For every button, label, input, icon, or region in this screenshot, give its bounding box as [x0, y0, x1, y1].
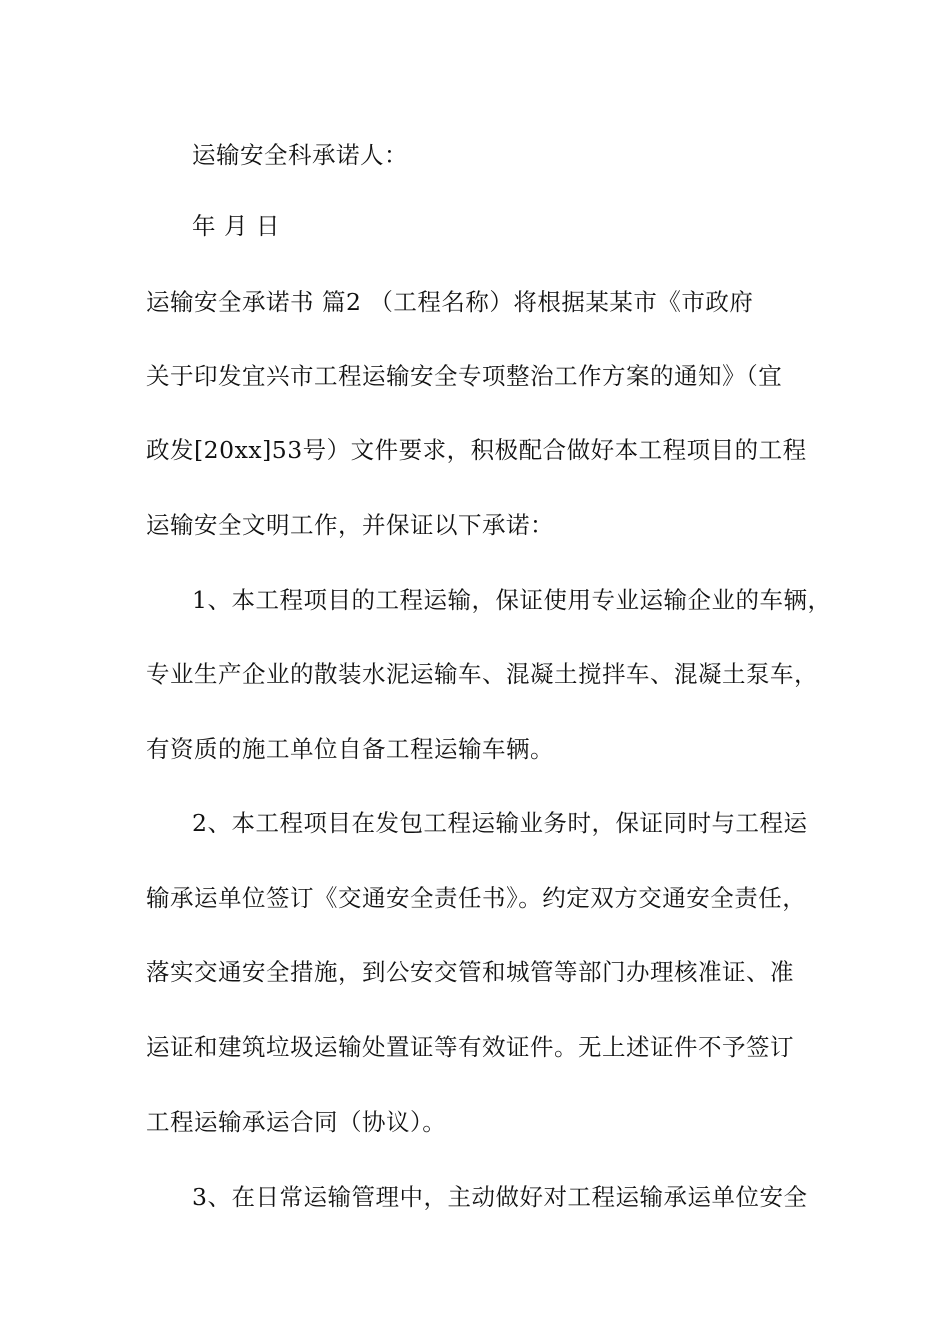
- clause-3-line: 3、在日常运输管理中，主动做好对工程运输承运单位安全: [192, 1183, 808, 1211]
- paragraph-line: 运输安全文明工作，并保证以下承诺：: [146, 511, 554, 539]
- paragraph-line: 输承运单位签订《交通安全责任书》。约定双方交通安全责任，: [146, 884, 807, 912]
- paragraph-line: 落实交通安全措施，到公安交管和城管等部门办理核准证、准: [146, 958, 794, 986]
- paragraph-line: 有资质的施工单位自备工程运输车辆。: [146, 735, 554, 763]
- paragraph-line: 专业生产企业的散装水泥运输车、混凝土搅拌车、混凝土泵车，: [146, 660, 818, 688]
- clause-1-line: 1、本工程项目的工程运输，保证使用专业运输企业的车辆，: [192, 586, 832, 614]
- signatory-line: 运输安全科承诺人：: [192, 141, 408, 169]
- date-line: 年 月 日: [192, 212, 280, 240]
- paragraph-line: 政发[20xx]53号）文件要求，积极配合做好本工程项目的工程: [146, 436, 807, 464]
- clause-2-line: 2、本工程项目在发包工程运输业务时，保证同时与工程运: [192, 809, 808, 837]
- paragraph-line: 工程运输承运合同（协议）。: [146, 1108, 447, 1136]
- paragraph-line: 关于印发宜兴市工程运输安全专项整治工作方案的通知》（宜: [146, 362, 783, 390]
- paragraph-line: 运证和建筑垃圾运输处置证等有效证件。无上述证件不予签订: [146, 1033, 794, 1061]
- section-heading-line: 运输安全承诺书 篇2 （工程名称）将根据某某市《市政府: [146, 288, 754, 316]
